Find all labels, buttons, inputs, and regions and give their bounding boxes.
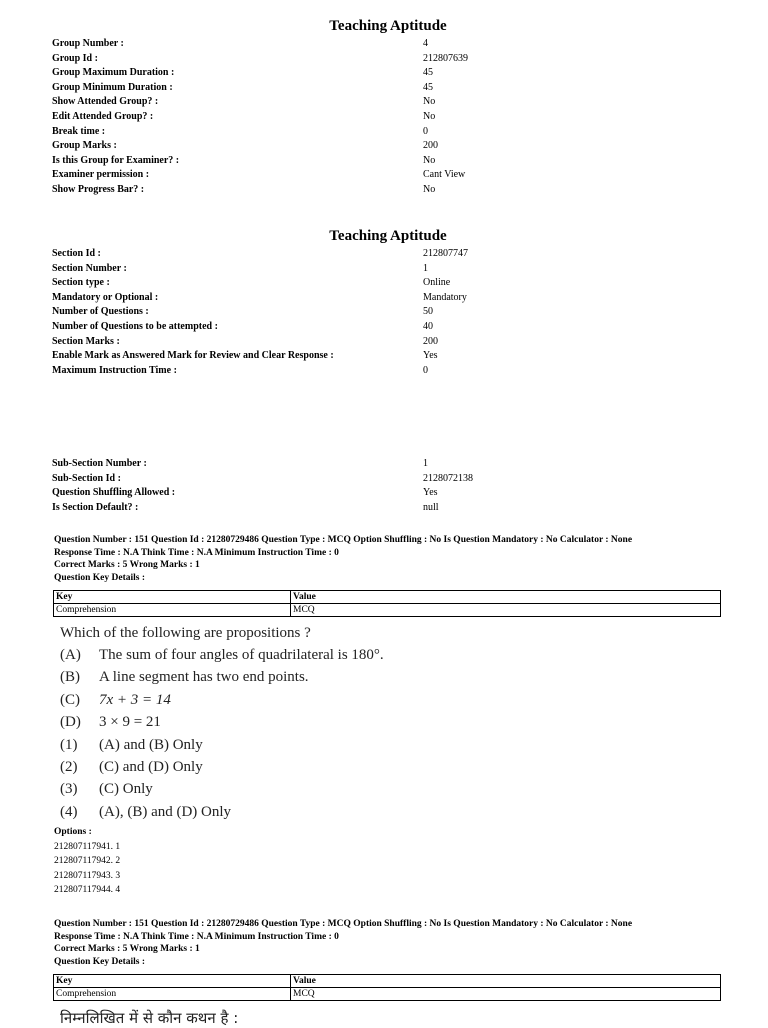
section-key: Maximum Instruction Time : <box>52 364 177 376</box>
group-row <box>52 168 612 183</box>
question-stem-hindi: निम्नलिखित में से कौन कथन है : <box>60 1009 239 1027</box>
group-key: Group Minimum Duration : <box>52 81 173 93</box>
group-key: Group Id : <box>52 52 98 64</box>
line-text: (A) and (B) Only <box>99 736 203 753</box>
subsection-row <box>52 501 612 516</box>
question-line <box>60 756 740 778</box>
line-label: (B) <box>60 669 80 686</box>
table-cell-value: MCQ <box>291 604 721 617</box>
group-value: No <box>423 154 436 166</box>
line-label: (2) <box>60 758 78 775</box>
question-line <box>60 734 740 756</box>
group-value: No <box>423 110 436 122</box>
subsection-value: 1 <box>423 458 428 469</box>
table-cell-key: Comprehension <box>54 988 291 1001</box>
group-row <box>52 81 612 96</box>
group-value: 212807639 <box>423 52 468 64</box>
section-details <box>52 247 612 378</box>
subsection-key: Sub-Section Number : <box>52 458 147 469</box>
question-meta <box>54 918 734 968</box>
question-meta <box>54 534 734 584</box>
group-row <box>52 183 612 198</box>
group-value: 45 <box>423 67 433 79</box>
subsection-row <box>52 457 612 472</box>
question-meta-line: Response Time : N.A Think Time : N.A Minimum Instruction Time : 0 <box>54 931 339 942</box>
group-value: 4 <box>423 38 428 49</box>
section-key: Section Marks : <box>52 335 120 347</box>
section-key: Section Number : <box>52 262 127 274</box>
group-key: Show Attended Group? : <box>52 96 159 108</box>
table-header-row <box>54 975 721 988</box>
option-item: 212807117942. 2 <box>54 856 121 867</box>
section-value: 50 <box>423 306 433 318</box>
line-text: 7x + 3 = 14 <box>99 691 171 708</box>
section-row <box>52 349 612 364</box>
line-text: (C) Only <box>99 781 153 798</box>
question-meta-line: Question Number : 151 Question Id : 21280729486 Question Type : MCQ Option Shuffling : No Is Question Mandatory : No Calculator : None <box>54 535 633 545</box>
section-key: Section Id : <box>52 248 101 259</box>
group-row <box>52 95 612 110</box>
section-value: Yes <box>423 350 438 362</box>
options-list <box>54 825 120 898</box>
section-value: 212807747 <box>423 248 468 259</box>
section-row <box>52 247 612 262</box>
group-value: 0 <box>423 125 428 137</box>
section-key: Number of Questions : <box>52 306 149 318</box>
line-label: (D) <box>60 714 81 731</box>
line-text: (C) and (D) Only <box>99 758 203 775</box>
table-header-key: Key <box>54 975 291 988</box>
option-item: 212807117941. 1 <box>54 841 121 852</box>
subsection-key: Is Section Default? : <box>52 501 139 513</box>
group-row <box>52 110 612 125</box>
section-value: 1 <box>423 262 428 274</box>
group-key: Examiner permission : <box>52 169 150 181</box>
table-header-key: Key <box>54 591 291 604</box>
subsection-row <box>52 472 612 487</box>
subsection-key: Question Shuffling Allowed : <box>52 487 176 499</box>
section-row <box>52 305 612 320</box>
group-key: Group Number : <box>52 38 124 49</box>
group-value: 45 <box>423 81 433 93</box>
section-value: 0 <box>423 364 428 376</box>
group-row <box>52 66 612 81</box>
section-key: Number of Questions to be attempted : <box>52 320 218 332</box>
question-key-table <box>53 590 721 617</box>
group-title: Teaching Aptitude <box>329 18 447 34</box>
section-row <box>52 291 612 306</box>
table-header-value: Value <box>291 591 721 604</box>
question-key-table <box>53 974 721 1001</box>
section-row <box>52 335 612 350</box>
section-value: Mandatory <box>423 291 467 303</box>
subsection-details <box>52 457 612 515</box>
section-title: Teaching Aptitude <box>329 228 447 244</box>
question-key-details-label: Question Key Details : <box>54 956 146 967</box>
option-item: 212807117944. 4 <box>54 885 121 896</box>
line-label: (4) <box>60 803 78 820</box>
group-row <box>52 139 612 154</box>
question-stem: Which of the following are propositions ? <box>60 625 311 641</box>
group-row <box>52 52 612 67</box>
group-details <box>52 37 612 198</box>
table-cell-key: Comprehension <box>54 604 291 617</box>
group-row <box>52 125 612 140</box>
group-value: Cant View <box>423 169 466 181</box>
subsection-value: null <box>423 501 439 513</box>
question-marks: Correct Marks : 5 Wrong Marks : 1 <box>54 944 200 955</box>
subsection-value: 2128072138 <box>423 472 473 484</box>
group-row <box>52 154 612 169</box>
question-line <box>60 689 740 711</box>
subsection-key: Sub-Section Id : <box>52 472 121 484</box>
question-body <box>60 622 740 823</box>
option-item: 212807117943. 3 <box>54 870 121 881</box>
group-value: No <box>423 96 436 108</box>
section-row <box>52 364 612 379</box>
group-key: Break time : <box>52 125 106 137</box>
question-line <box>60 666 740 688</box>
section-key: Enable Mark as Answered Mark for Review and Clear Response : <box>52 350 334 362</box>
group-value: No <box>423 183 436 195</box>
section-value: Online <box>423 277 451 289</box>
line-text: A line segment has two end points. <box>99 669 309 686</box>
question-line <box>60 711 740 733</box>
question-key-details-label: Question Key Details : <box>54 572 146 583</box>
line-text: (A), (B) and (D) Only <box>99 803 232 820</box>
group-key: Is this Group for Examiner? : <box>52 154 180 166</box>
options-label: Options : <box>54 827 92 837</box>
question-meta-line: Response Time : N.A Think Time : N.A Minimum Instruction Time : 0 <box>54 547 339 558</box>
line-label: (3) <box>60 781 78 798</box>
question-line <box>60 778 740 800</box>
table-row <box>54 988 721 1001</box>
section-row <box>52 320 612 335</box>
subsection-row <box>52 486 612 501</box>
question-marks: Correct Marks : 5 Wrong Marks : 1 <box>54 560 200 571</box>
section-key: Mandatory or Optional : <box>52 291 159 303</box>
table-header-row <box>54 591 721 604</box>
group-value: 200 <box>423 140 438 152</box>
section-key: Section type : <box>52 277 110 289</box>
group-key: Edit Attended Group? : <box>52 110 154 122</box>
table-row <box>54 604 721 617</box>
line-text: The sum of four angles of quadrilateral is 180°. <box>99 647 384 663</box>
question-line <box>60 644 740 666</box>
group-key: Show Progress Bar? : <box>52 183 145 195</box>
line-label: (C) <box>60 691 80 708</box>
section-row <box>52 262 612 277</box>
section-value: 200 <box>423 335 438 347</box>
section-row <box>52 276 612 291</box>
table-header-value: Value <box>291 975 721 988</box>
subsection-value: Yes <box>423 487 438 499</box>
section-value: 40 <box>423 320 433 332</box>
question-meta-line: Question Number : 151 Question Id : 21280729486 Question Type : MCQ Option Shuffling : No Is Question Mandatory : No Calculator : None <box>54 919 633 929</box>
group-key: Group Maximum Duration : <box>52 67 175 79</box>
table-cell-value: MCQ <box>291 988 721 1001</box>
group-row <box>52 37 612 52</box>
line-label: (A) <box>60 647 81 663</box>
group-key: Group Marks : <box>52 140 117 152</box>
line-label: (1) <box>60 736 78 753</box>
line-text: 3 × 9 = 21 <box>99 714 161 731</box>
question-line <box>60 801 740 823</box>
